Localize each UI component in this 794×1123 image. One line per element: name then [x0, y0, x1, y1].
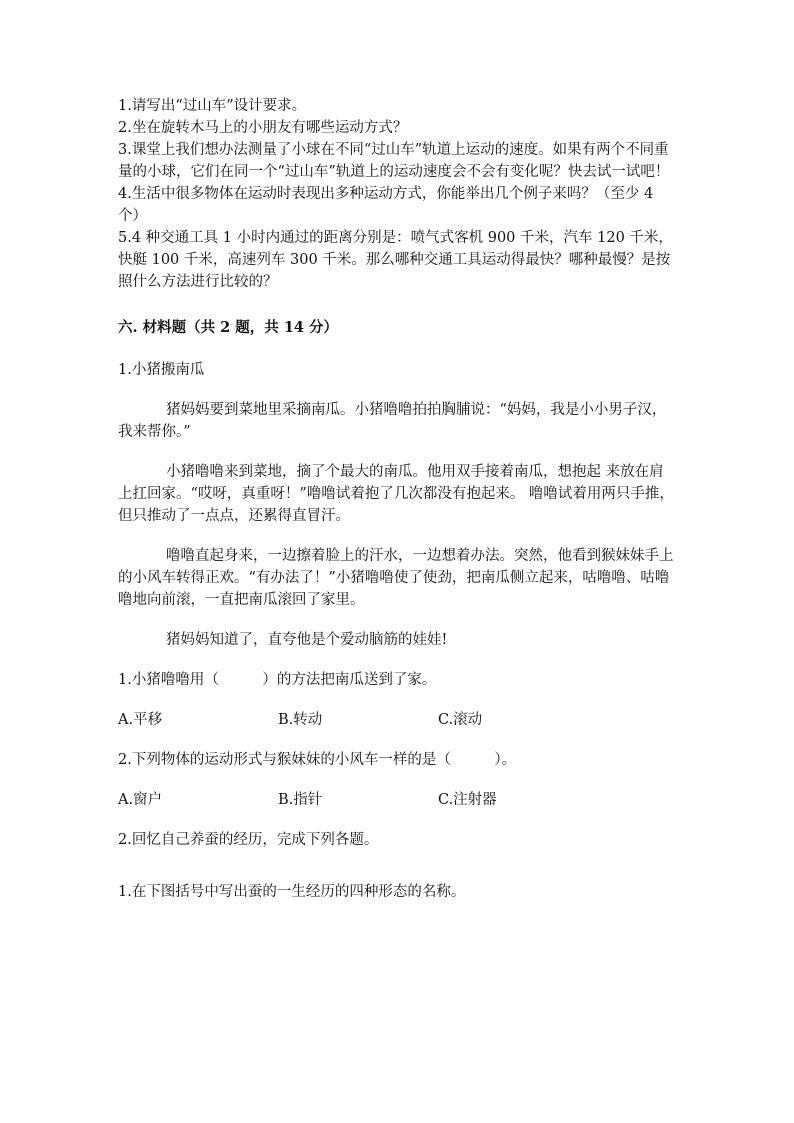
option-b: B.指针 — [278, 792, 323, 808]
option-c: C.滚动 — [438, 712, 483, 728]
option-c: C.注射器 — [438, 792, 497, 808]
article-paragraph-1: 猪妈妈要到菜地里采摘南瓜。小猪噜噜拍拍胸脯说：“妈妈，我是小小男子汉，我来帮你。” — [118, 402, 667, 440]
section-heading: 六. 材料题（共 2 题，共 14 分） — [118, 319, 339, 336]
worksheet-content — [118, 95, 678, 903]
question-5: 5.4 种交通工具 1 小时内通过的距离分别是：喷气式客机 900 千米，汽车 120 千米，快艇 100 千米，高速列车 300 千米。那么哪种交通工具运动得最快？哪种最慢？是按照什么方法进行比较的？ — [118, 230, 673, 290]
options-row-2 — [118, 789, 678, 811]
sub-question-2: 2.下列物体的运动形式与猴妹妹的小风车一样的是（ ）。 — [118, 752, 517, 768]
article-paragraph-3: 噜噜直起身来，一边擦着脸上的汗水，一边想着办法。突然，他看到猴妹妹手上的小风车转得正欢。“有办法了！”小猪噜噜使了使劲，把南瓜侧立起来，咕噜噜、咕噜噜地向前滚，一直把南瓜滚回了家里。 — [118, 548, 674, 608]
question-2: 2.坐在旋转木马上的小朋友有哪些运动方式？ — [118, 120, 408, 136]
sub-question-1: 1.小猪噜噜用（ ）的方法把南瓜送到了家。 — [118, 672, 437, 688]
option-a: A.平移 — [118, 712, 163, 728]
option-b: B.转动 — [278, 712, 323, 728]
question-1: 1.请写出“过山车”设计要求。 — [118, 98, 307, 114]
options-row-1 — [118, 709, 678, 731]
article-title: 1.小猪搬南瓜 — [118, 362, 205, 378]
article-paragraph-4: 猪妈妈知道了，直夸他是个爱动脑筋的娃娃! — [166, 632, 448, 648]
option-a: A.窗户 — [118, 792, 163, 808]
question-3: 3.课堂上我们想办法测量了小球在不同“过山车”轨道上运动的速度。如果有两个不同重量的小球，它们在同一个“过山车”轨道上的运动速度会不会有变化呢？快去试一试吧！ — [118, 142, 670, 180]
item-2-question-1: 1.在下图括号中写出蚕的一生经历的四种形态的名称。 — [118, 884, 466, 900]
article-paragraph-2: 小猪噜噜来到菜地，摘了个最大的南瓜。他用双手接着南瓜，想抱起 来放在肩上扛回家。“哎呀，真重呀！”噜噜试着抱了几次都没有抱起来。 噜噜试着用两只手推，但只推动了一点点，还累得直冒汗。 — [118, 464, 674, 524]
item-2-title: 2.回忆自己养蚕的经历，完成下列各题。 — [118, 832, 379, 848]
question-4: 4.生活中很多物体在运动时表现出多种运动方式，你能举出几个例子来吗？（至少 4 个） — [118, 186, 654, 224]
